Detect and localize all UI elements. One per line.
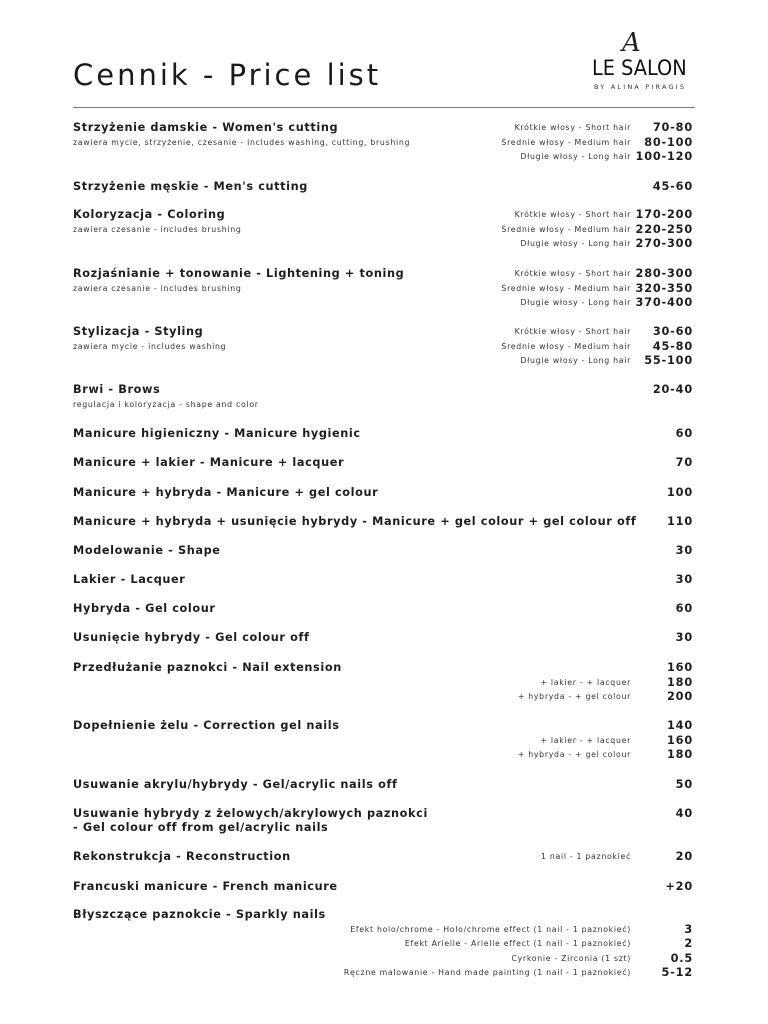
logo-subtitle: BY ALINA PIRAGIS (594, 83, 687, 91)
price-value: 280-300 (635, 267, 693, 280)
service-description: zawiera czesanie - includes brushing (73, 283, 242, 293)
price-value: 45-80 (652, 339, 693, 353)
service-name: Dopełnienie żelu - Correction gel nails (73, 719, 340, 732)
service-name: Błyszczące paznokcie - Sparkly nails (73, 908, 326, 921)
price-value: 3 (684, 922, 693, 936)
option-label: Długie włosy - Long hair (520, 356, 631, 366)
option-label: Średnie włosy - Medium hair (501, 283, 631, 293)
price-value: 55-100 (644, 354, 693, 368)
price-value: 60 (675, 427, 693, 440)
option-label: + lakier - + lacquer (540, 735, 631, 745)
service-name: Manicure + lakier - Manicure + lacquer (73, 456, 345, 469)
option-label: Krótkie włosy - Short hair (514, 210, 631, 219)
service-name: Usuwanie hybrydy z żelowych/akrylowych paznokci (73, 807, 428, 820)
option-label: Efekt Arielle - Arielle effect (1 nail - 1 paznokieć) (404, 939, 631, 949)
service-name: Manicure higieniczny - Manicure hygienic (73, 427, 361, 440)
price-value: 20 (675, 850, 693, 863)
option-label: Średnie włosy - Medium hair (501, 341, 631, 351)
service-name: Koloryzacja - Coloring (73, 208, 226, 221)
option-label: Krótkie włosy - Short hair (514, 123, 631, 132)
option-label: Długie włosy - Long hair (520, 239, 631, 249)
price-value: 160 (667, 661, 693, 674)
service-name: Usuwanie akrylu/hybrydy - Gel/acrylic nails off (73, 778, 398, 791)
option-label: Ręczne malowanie - Hand made painting (1 nail - 1 paznokieć) (343, 968, 631, 978)
price-value: 50 (675, 778, 693, 791)
service-name: Rekonstrukcja - Reconstruction (73, 850, 291, 863)
price-value: 180 (667, 675, 693, 689)
salon-logo (592, 28, 702, 98)
price-value: 270-300 (635, 237, 693, 251)
price-value: 30 (675, 631, 693, 644)
page-title: Cennik - Price list (73, 58, 382, 92)
option-label: Średnie włosy - Medium hair (501, 137, 631, 147)
service-name: Usunięcie hybrydy - Gel colour off (73, 631, 310, 644)
price-value: 180 (667, 748, 693, 762)
option-label: + lakier - + lacquer (540, 677, 631, 687)
logo-monogram: A (622, 28, 641, 58)
price-value: 370-400 (635, 296, 693, 310)
price-value: 30 (675, 544, 693, 557)
price-value: 70-80 (652, 121, 693, 134)
price-value: 220-250 (635, 222, 693, 236)
header-divider (73, 107, 695, 108)
price-value: 45-60 (652, 180, 693, 193)
price-value: 100-120 (635, 150, 693, 164)
price-value: 320-350 (635, 281, 693, 295)
service-description: zawiera czesanie - includes brushing (73, 224, 242, 234)
service-name: Modelowanie - Shape (73, 544, 221, 557)
option-label: Cyrkonie - Zirconia (1 szt) (511, 953, 631, 963)
option-label: Efekt holo/chrome - Holo/chrome effect (1 nail - 1 paznokieć) (350, 924, 631, 934)
price-value: 30-60 (652, 325, 693, 338)
price-value: 5-12 (661, 966, 693, 980)
price-value: 30 (675, 573, 693, 586)
price-value: 40 (675, 807, 693, 820)
service-name: Hybryda - Gel colour (73, 602, 216, 615)
option-label: Średnie włosy - Medium hair (501, 224, 631, 234)
price-value: 2 (684, 937, 693, 951)
service-name: Strzyżenie damskie - Women's cutting (73, 121, 339, 134)
service-description: regulacja i koloryzacja - shape and color (73, 399, 259, 409)
service-description: zawiera mycie, strzyżenie, czesanie - includes washing, cutting, brushing (73, 137, 411, 147)
price-value: 100 (667, 486, 693, 499)
option-label: Krótkie włosy - Short hair (514, 327, 631, 336)
service-name: Strzyżenie męskie - Men's cutting (73, 180, 308, 193)
price-value: 160 (667, 733, 693, 747)
logo-name: LE SALON (592, 56, 687, 80)
service-name: Stylizacja - Styling (73, 325, 204, 338)
price-value: 110 (667, 515, 693, 528)
price-value: 0.5 (670, 951, 693, 965)
option-label: Długie włosy - Long hair (520, 152, 631, 162)
price-value: +20 (665, 880, 693, 893)
option-label: + hybryda - + gel colour (517, 750, 631, 760)
price-value: 200 (667, 690, 693, 704)
price-value: 60 (675, 602, 693, 615)
service-name: Rozjaśnianie + tonowanie - Lightening + toning (73, 267, 405, 280)
service-name: Przedłużanie paznokci - Nail extension (73, 661, 342, 674)
option-label: 1 nail - 1 paznokieć (541, 852, 631, 861)
service-name: Brwi - Brows (73, 383, 161, 396)
price-value: 170-200 (635, 208, 693, 221)
option-label: Krótkie włosy - Short hair (514, 269, 631, 278)
service-name-continued: - Gel colour off from gel/acrylic nails (73, 821, 329, 834)
service-description: zawiera mycie - includes washing (73, 341, 227, 351)
service-name: Manicure + hybryda + usunięcie hybrydy - Manicure + gel colour + gel colour off (73, 515, 637, 528)
price-value: 80-100 (644, 135, 693, 149)
service-name: Manicure + hybryda - Manicure + gel colour (73, 486, 379, 499)
service-name: Lakier - Lacquer (73, 573, 186, 586)
price-value: 20-40 (652, 383, 693, 396)
option-label: + hybryda - + gel colour (517, 692, 631, 702)
option-label: Długie włosy - Long hair (520, 298, 631, 308)
price-value: 140 (667, 719, 693, 732)
price-value: 70 (675, 456, 693, 469)
service-name: Francuski manicure - French manicure (73, 880, 338, 893)
